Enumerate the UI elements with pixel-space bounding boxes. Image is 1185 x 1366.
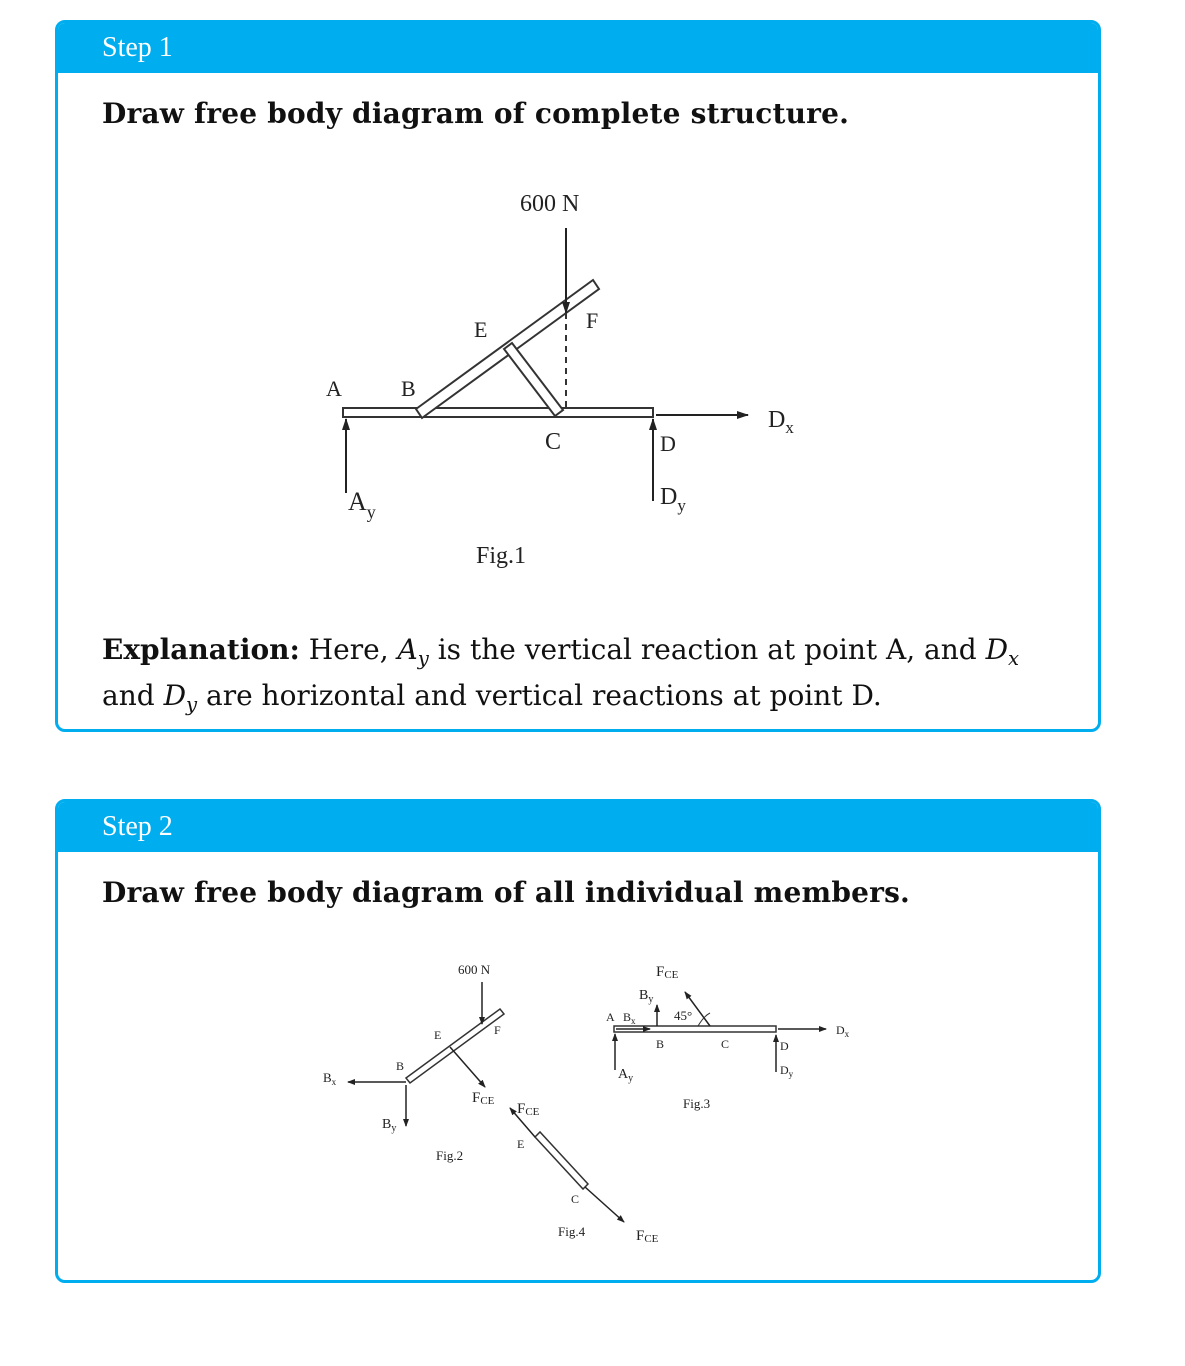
step-2-title: Draw free body diagram of all individual members.: [102, 876, 910, 909]
fig2-point-f: F: [494, 1023, 501, 1037]
fig4-fce-top-label: FCE: [517, 1101, 540, 1118]
fig2-fce-label: FCE: [472, 1090, 495, 1107]
step-1-explanation: [102, 631, 1072, 723]
fig4-member-ec: [535, 1132, 588, 1189]
fig2-point-e: E: [434, 1028, 442, 1042]
fig3-diagram: [606, 964, 850, 1111]
fig4-fce-bottom-arrow: [585, 1187, 624, 1222]
fig3-point-c: C: [721, 1037, 730, 1051]
fig1-diagram: [58, 23, 1098, 623]
fig2-load-label: 600 N: [458, 962, 491, 977]
fig2-fce-arrow: [450, 1047, 485, 1087]
explanation-sub-1: y: [417, 647, 429, 670]
fig3-dx-label: $D_x$: [836, 1023, 850, 1039]
dx-label: $D_x$: [768, 407, 794, 437]
explanation-text-1: Here,: [299, 633, 398, 666]
step-2-diagrams: [58, 802, 1098, 1282]
load-600n-label: 600 N: [520, 191, 580, 217]
fig3-by-label: $B_y$: [639, 988, 654, 1005]
dy-label: $D_y$: [660, 484, 686, 515]
explanation-text-4: are horizontal and vertical reactions at point D.: [197, 679, 882, 712]
fig3-caption: Fig.3: [683, 1096, 711, 1111]
point-a-label: A: [326, 376, 342, 401]
fig3-point-a: A: [606, 1010, 615, 1024]
fig3-point-d: D: [780, 1039, 789, 1053]
fig4-caption: Fig.4: [558, 1224, 586, 1239]
point-f-label: F: [586, 308, 599, 333]
fig2-diagram: [323, 962, 504, 1163]
fig1-caption: Fig.1: [476, 543, 527, 569]
explanation-sub-2: x: [1008, 647, 1020, 670]
fig2-by-label: $B_y$: [382, 1117, 397, 1134]
fig3-bx-label: $B_x$: [623, 1010, 636, 1026]
step-2-header: Step 2: [58, 802, 1098, 852]
point-b-label: B: [401, 376, 416, 401]
fig3-ay-label: $A_y$: [618, 1067, 634, 1084]
fig4-fce-bottom-label: FCE: [636, 1228, 659, 1245]
explanation-var-2: D: [985, 633, 1009, 666]
step-1-title: Draw free body diagram of complete structure.: [102, 97, 850, 130]
fig4-point-e: E: [517, 1137, 525, 1151]
point-d-label: D: [660, 431, 676, 456]
fig4-point-c: C: [571, 1192, 580, 1206]
fig2-member-bf: [406, 1009, 504, 1083]
explanation-text-2: is the vertical reaction at point A, and: [428, 633, 986, 666]
fig3-fce-label: FCE: [656, 964, 679, 981]
fig2-point-b: B: [396, 1059, 405, 1073]
point-c-label: C: [545, 429, 562, 455]
fig2-caption: Fig.2: [436, 1148, 464, 1163]
member-ec: [504, 343, 563, 416]
fig4-diagram: [510, 1101, 659, 1245]
explanation-label: Explanation:: [102, 633, 300, 666]
explanation-var-1: A: [397, 633, 418, 666]
beam-ad: [343, 408, 653, 417]
step-1-header: Step 1: [58, 23, 1098, 73]
point-e-label: E: [474, 317, 488, 342]
ay-label: $A_y$: [348, 487, 376, 522]
explanation-sub-3: y: [186, 693, 198, 716]
fig2-bx-label: $B_x$: [323, 1070, 337, 1087]
step-1-card: [55, 20, 1101, 732]
fig3-angle-label: 45°: [674, 1008, 693, 1023]
explanation-text-3: and: [102, 679, 164, 712]
fig3-dy-label: $D_y$: [780, 1063, 794, 1079]
step-2-card: [55, 799, 1101, 1283]
fig3-point-b: B: [656, 1037, 665, 1051]
explanation-var-3: D: [163, 679, 187, 712]
